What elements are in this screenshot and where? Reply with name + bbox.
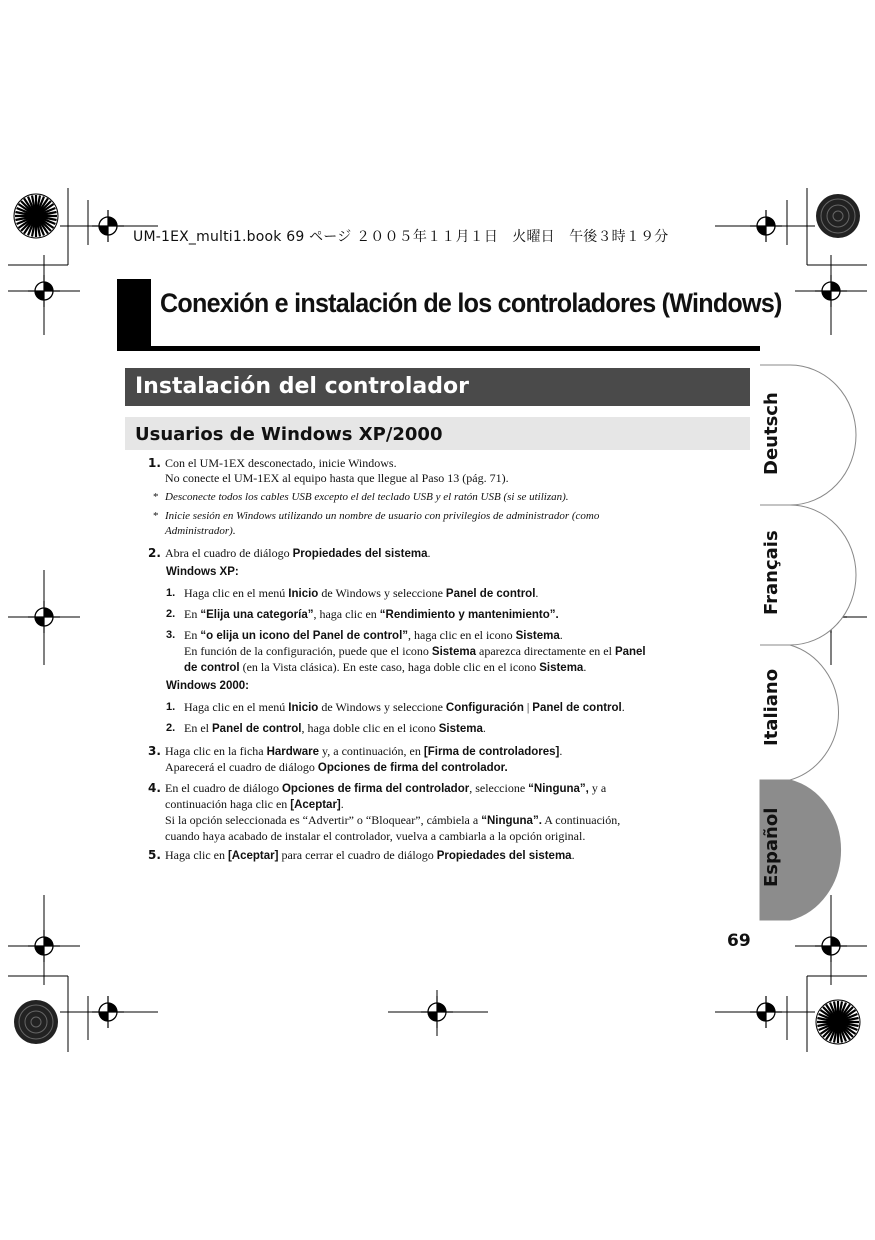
text: , haga doble clic en el icono [301,721,439,735]
step-3-line2 [165,760,562,776]
note-admin-line1: Inicie sesión en Windows utilizando un nombre de usuario con privilegios de administrador (como [165,510,600,522]
bold-term: de control [184,662,240,674]
bold-term: [Aceptar] [227,850,279,862]
print-header: UM-1EX_multi1.book 69 ページ ２００５年１１月１日 火曜日 午後３時１９分 [133,229,669,245]
bold-term: [Aceptar] [290,799,341,811]
step-number: 5. [148,848,161,862]
text: aparezca directamente en el [476,644,615,658]
text: y a [588,781,607,795]
windows-2000-label: Windows 2000: [166,680,249,692]
bold-term: “Ninguna”. [481,815,542,827]
note-admin-line2: Administrador). [165,525,236,537]
bold-term: Panel [614,646,646,658]
text: Haga clic en el menú [184,586,289,600]
menu-separator: | [523,700,533,714]
subsection-title: Usuarios de Windows XP/2000 [125,417,750,450]
substep-number: 3. [166,629,176,641]
substep-number: 1. [166,701,176,713]
language-tab-italiano[interactable]: Italiano [761,668,782,746]
step-5-text [165,848,575,864]
bold-term: “Ninguna”, [528,783,589,795]
text: En función de la configuración, puede que el icono [184,644,432,658]
step-4-line2 [165,797,620,813]
note-usb: Desconecte todos los cables USB excepto el del teclado USB y el ratón USB (si se utilizan). [165,491,569,503]
text: de Windows y seleccione [318,586,446,600]
bold-term: Panel de control [212,723,302,735]
step-1-line1: Con el UM-1EX desconectado, inicie Windows. [165,456,397,470]
step-4-line4: cuando haya acabado de instalar el controlador, vuelva a cambiarla a la opción original. [165,829,586,843]
bold-term: Panel de control [445,588,536,600]
xp-substep-3-line2 [184,644,646,660]
w2k-substep-2 [184,721,486,737]
substep-number: 2. [166,722,176,734]
xp-substep-3-line1 [184,628,646,644]
text: Aparecerá el cuadro de diálogo [165,760,318,774]
text: , haga clic en el icono [408,628,516,642]
text: . [340,797,344,811]
step-number: 2. [148,546,161,560]
bold-term: Hardware [266,746,320,758]
text: (en la Vista clásica). En este caso, haga doble clic en el icono [239,660,540,674]
bold-term: Propiedades del sistema [292,548,428,560]
substep-number: 2. [166,608,176,620]
text: En [184,628,201,642]
text: de Windows y seleccione [318,700,446,714]
step-1-line2: No conecte el UM-1EX al equipo hasta que llegue al Paso 13 (pág. 71). [165,471,509,485]
language-tab-francais[interactable]: Français [761,530,782,615]
text: Haga clic en la ficha [165,744,267,758]
step-4-line3 [165,813,620,829]
bold-term: “Rendimiento y mantenimiento”. [379,609,559,621]
text: A continuación, [541,813,621,827]
text: y, a continuación, en [319,744,424,758]
text: . [621,700,625,714]
note-marker: * [153,510,159,522]
w2k-substep-1 [184,700,625,716]
text: . [427,546,431,560]
substep-number: 1. [166,587,176,599]
bold-term: “Elija una categoría” [200,609,314,621]
xp-substep-3-line3 [184,660,646,676]
text: . [559,744,563,758]
language-tab-espanol[interactable]: Español [761,807,782,887]
text: Haga clic en [165,848,228,862]
step-number: 3. [148,744,161,758]
title-rule [117,346,760,351]
text: . [571,848,575,862]
language-tab-deutsch[interactable]: Deutsch [761,392,782,475]
text: . [535,586,539,600]
text: Abra el cuadro de diálogo [165,546,293,560]
text: En [184,607,201,621]
bold-term: Sistema [515,630,560,642]
windows-xp-label: Windows XP: [166,566,239,578]
text: Si la opción seleccionada es “Advertir” o “Bloquear”, cámbiela a [165,813,482,827]
step-number: 4. [148,781,161,795]
text: , haga clic en [313,607,380,621]
text: , seleccione [469,781,529,795]
chapter-title: Conexión e instalación de los controladores (Windows) [160,288,782,318]
bold-term: Opciones de firma del controlador [281,783,470,795]
bold-term: Panel de control [532,702,622,714]
bold-term: Sistema [438,723,483,735]
section-title: Instalación del controlador [125,368,750,406]
step-4-line1 [165,781,620,797]
xp-substep-2 [184,607,559,623]
bold-term: [Firma de controladores] [423,746,560,758]
text: . [482,721,486,735]
bold-term: Inicio [288,702,319,714]
bold-term: Sistema [431,646,477,658]
text: para cerrar el cuadro de diálogo [278,848,437,862]
text: Haga clic en el menú [184,700,289,714]
step-4-text [165,781,620,844]
bold-term: Configuración [445,702,524,714]
step-1-text [165,456,509,486]
text: En el cuadro de diálogo [165,781,282,795]
step-2-text [165,546,431,562]
title-block [117,279,151,351]
note-marker: * [153,491,159,503]
xp-substep-1 [184,586,538,602]
text: . [583,660,587,674]
note-admin [165,509,599,539]
bold-term: Opciones de firma del controlador. [317,762,508,774]
xp-substep-3 [184,628,646,676]
bold-term: “o elija un icono del Panel de control” [200,630,409,642]
step-3-text [165,744,562,776]
step-3-line1 [165,744,562,760]
step-number: 1. [148,456,161,470]
text: En el [184,721,212,735]
bold-term: Sistema [539,662,584,674]
bold-term: Propiedades del sistema [436,850,572,862]
page-number: 69 [727,931,751,951]
text: . [559,628,563,642]
text: continuación haga clic en [165,797,291,811]
bold-term: Inicio [288,588,319,600]
